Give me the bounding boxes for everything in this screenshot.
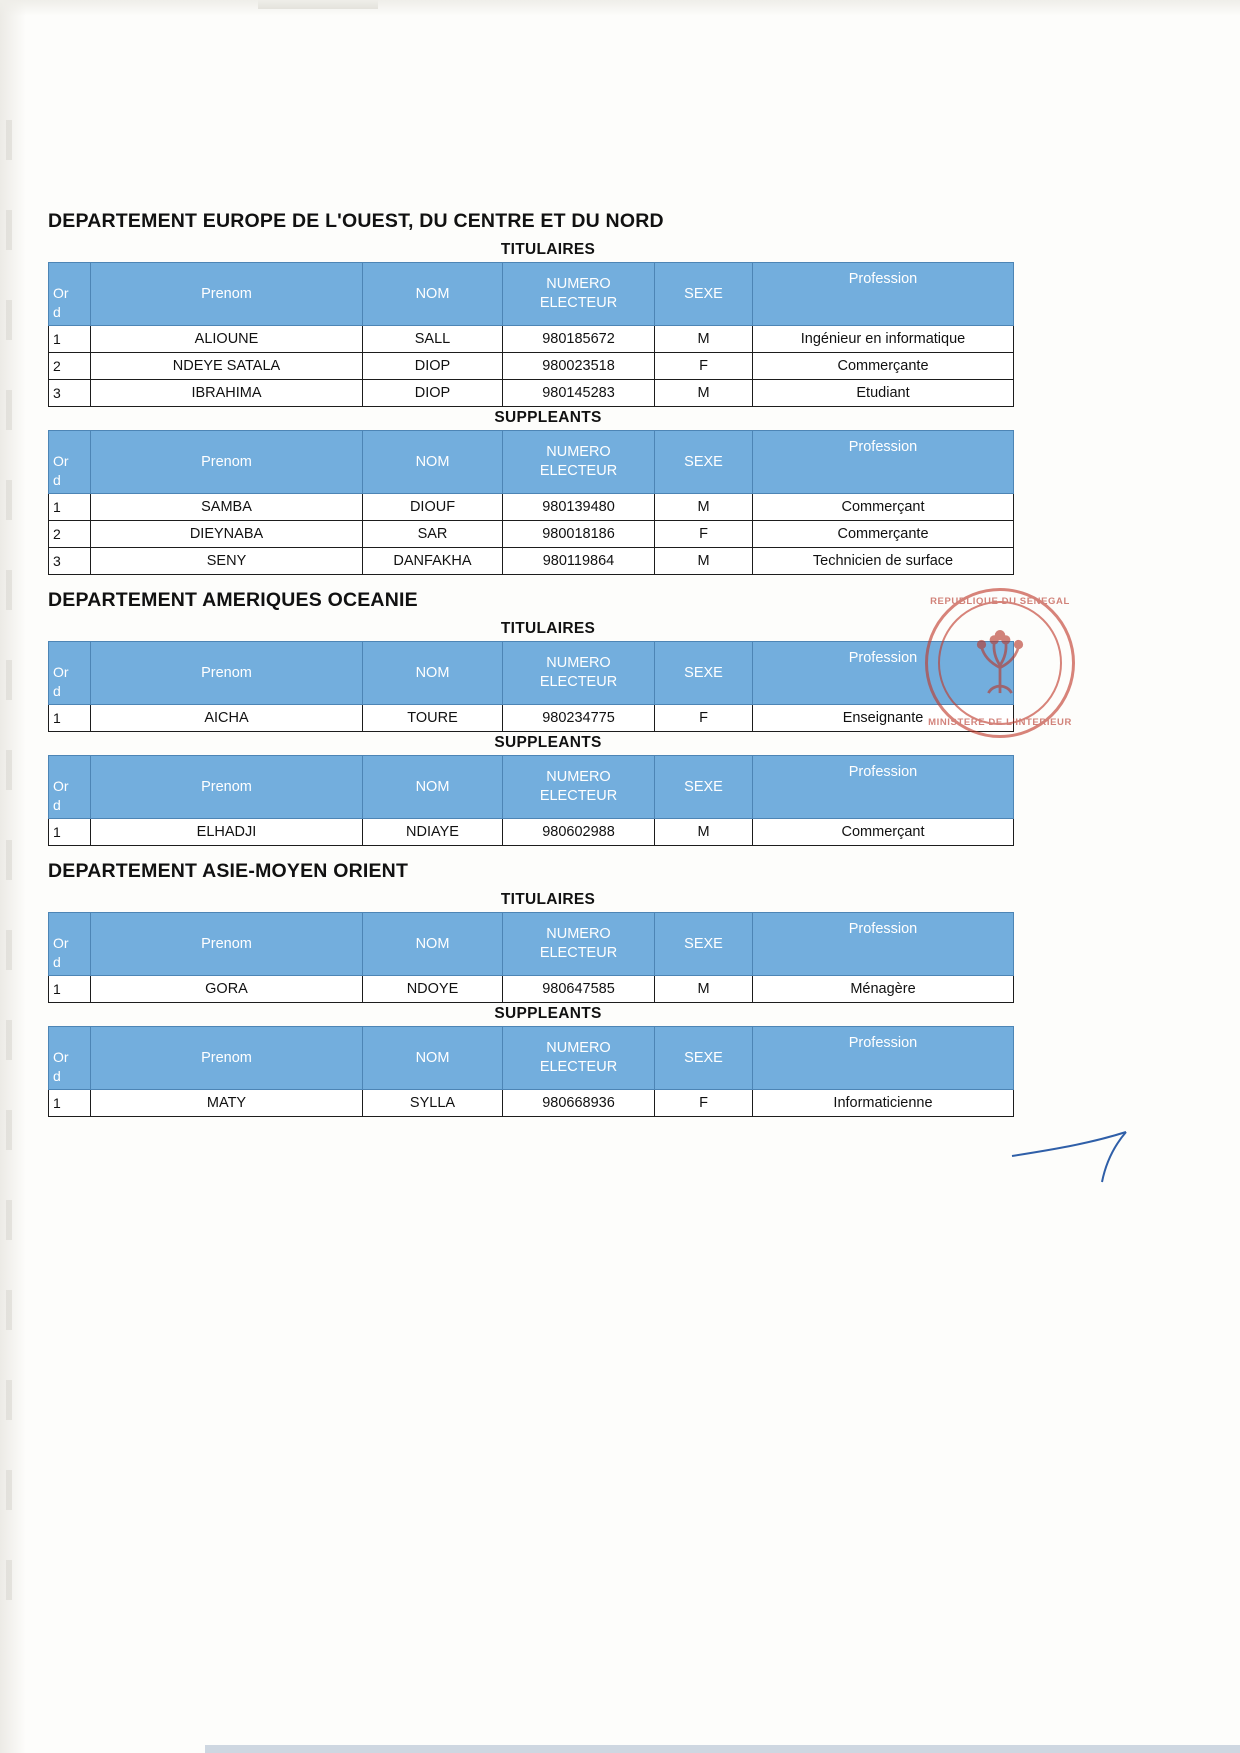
cell-profession: Commerçant (753, 494, 1014, 521)
department-title: DEPARTEMENT EUROPE DE L'OUEST, DU CENTRE ET DU NORD (48, 210, 664, 232)
table-row (49, 326, 1014, 353)
col-header-numero-electeur (503, 1027, 655, 1090)
col-header-sexe: SEXE (655, 1027, 753, 1090)
cell-nom: SALL (363, 326, 503, 353)
table-row (49, 705, 1014, 732)
cell-profession: Commerçant (753, 819, 1014, 846)
col-header-numero-line1: NUMERO (546, 769, 611, 785)
section-label-titulaires: TITULAIRES (500, 891, 596, 908)
cell-nom: DANFAKHA (363, 548, 503, 575)
col-header-numero-electeur (503, 431, 655, 494)
col-header-nom: NOM (363, 913, 503, 976)
cell-nom: NDOYE (363, 976, 503, 1003)
cell-profession: Technicien de surface (753, 548, 1014, 575)
cell-prenom: GORA (91, 976, 363, 1003)
cell-numero-electeur: 980018186 (503, 521, 655, 548)
cell-sexe: F (655, 521, 753, 548)
cell-nom: TOURE (363, 705, 503, 732)
col-header-nom: NOM (363, 263, 503, 326)
cell-profession: Enseignante (753, 705, 1014, 732)
table-row (49, 353, 1014, 380)
cell-sexe: M (655, 819, 753, 846)
col-header-prenom: Prenom (91, 913, 363, 976)
col-header-nom: NOM (363, 431, 503, 494)
section-label-suppleants: SUPPLEANTS (494, 734, 602, 751)
col-header-numero-electeur (503, 913, 655, 976)
section-label-titulaires: TITULAIRES (500, 620, 596, 637)
col-header-numero-line2: ELECTEUR (539, 295, 618, 311)
cell-sexe: M (655, 494, 753, 521)
cell-prenom: MATY (91, 1090, 363, 1117)
cell-ordre: 1 (49, 976, 91, 1003)
section-label-suppleants: SUPPLEANTS (494, 409, 602, 426)
department-title: DEPARTEMENT ASIE-MOYEN ORIENT (48, 860, 409, 882)
cell-sexe: F (655, 705, 753, 732)
stamp-top-text: REPUBLIQUE DU SENEGAL (930, 596, 1070, 607)
cell-numero-electeur: 980602988 (503, 819, 655, 846)
col-header-nom: NOM (363, 756, 503, 819)
col-header-numero-line1: NUMERO (546, 926, 611, 942)
col-header-ordre-line2: d (53, 954, 61, 970)
section-label-suppleants: SUPPLEANTS (494, 1005, 602, 1022)
col-header-sexe: SEXE (655, 913, 753, 976)
table-header-row (49, 756, 1014, 819)
col-header-sexe: SEXE (655, 263, 753, 326)
col-header-ordre-line2: d (53, 683, 61, 699)
cell-ordre: 2 (49, 521, 91, 548)
cell-ordre: 1 (49, 819, 91, 846)
col-header-numero-electeur (503, 642, 655, 705)
col-header-prenom: Prenom (91, 642, 363, 705)
cell-ordre: 3 (49, 380, 91, 407)
cell-prenom: SAMBA (91, 494, 363, 521)
stamp-bottom-text: MINISTERE DE L'INTERIEUR (928, 717, 1072, 728)
col-header-numero-line2: ELECTEUR (539, 674, 618, 690)
col-header-sexe: SEXE (655, 756, 753, 819)
titulaires-table (48, 641, 1014, 732)
col-header-profession: Profession (753, 642, 1014, 705)
cell-numero-electeur: 980119864 (503, 548, 655, 575)
col-header-numero-line1: NUMERO (546, 276, 611, 292)
col-header-ordre (49, 913, 91, 976)
cell-nom: DIOP (363, 380, 503, 407)
col-header-numero-line1: NUMERO (546, 444, 611, 460)
table-row (49, 521, 1014, 548)
cell-prenom: DIEYNABA (91, 521, 363, 548)
col-header-prenom: Prenom (91, 1027, 363, 1090)
table-header-row (49, 263, 1014, 326)
cell-nom: DIOUF (363, 494, 503, 521)
cell-numero-electeur: 980023518 (503, 353, 655, 380)
col-header-sexe: SEXE (655, 642, 753, 705)
cell-prenom: ELHADJI (91, 819, 363, 846)
pen-flourish-mark (1010, 1120, 1130, 1200)
cell-numero-electeur: 980647585 (503, 976, 655, 1003)
col-header-numero-line2: ELECTEUR (539, 788, 618, 804)
table-header-row (49, 1027, 1014, 1090)
cell-nom: DIOP (363, 353, 503, 380)
col-header-profession: Profession (753, 263, 1014, 326)
col-header-ordre (49, 756, 91, 819)
cell-profession: Ménagère (753, 976, 1014, 1003)
col-header-ordre-line2: d (53, 1068, 61, 1084)
cell-sexe: F (655, 353, 753, 380)
table-row (49, 494, 1014, 521)
col-header-ordre-line1: Or (53, 285, 69, 301)
cell-sexe: M (655, 380, 753, 407)
col-header-ordre-line2: d (53, 472, 61, 488)
cell-profession: Etudiant (753, 380, 1014, 407)
col-header-ordre-line2: d (53, 797, 61, 813)
cell-nom: SAR (363, 521, 503, 548)
cell-profession: Informaticienne (753, 1090, 1014, 1117)
table-header-row (49, 913, 1014, 976)
col-header-nom: NOM (363, 642, 503, 705)
cell-numero-electeur: 980185672 (503, 326, 655, 353)
cell-ordre: 3 (49, 548, 91, 575)
cell-sexe: M (655, 548, 753, 575)
col-header-ordre-line1: Or (53, 778, 69, 794)
table-row (49, 976, 1014, 1003)
col-header-ordre-line1: Or (53, 664, 69, 680)
cell-nom: SYLLA (363, 1090, 503, 1117)
cell-numero-electeur: 980668936 (503, 1090, 655, 1117)
col-header-ordre (49, 642, 91, 705)
col-header-ordre-line1: Or (53, 1049, 69, 1065)
col-header-numero-line1: NUMERO (546, 1040, 611, 1056)
suppleants-table (48, 755, 1014, 846)
cell-ordre: 1 (49, 1090, 91, 1117)
col-header-profession: Profession (753, 1027, 1014, 1090)
cell-prenom: SENY (91, 548, 363, 575)
section-spacer (48, 575, 1048, 589)
col-header-numero-electeur (503, 756, 655, 819)
cell-prenom: IBRAHIMA (91, 380, 363, 407)
col-header-numero-line2: ELECTEUR (539, 463, 618, 479)
cell-numero-electeur: 980234775 (503, 705, 655, 732)
cell-profession: Ingénieur en informatique (753, 326, 1014, 353)
col-header-profession: Profession (753, 431, 1014, 494)
table-row (49, 548, 1014, 575)
col-header-profession: Profession (753, 913, 1014, 976)
cell-nom: NDIAYE (363, 819, 503, 846)
col-header-ordre (49, 1027, 91, 1090)
cell-prenom: NDEYE SATALA (91, 353, 363, 380)
cell-ordre: 1 (49, 494, 91, 521)
cell-prenom: AICHA (91, 705, 363, 732)
titulaires-table (48, 912, 1014, 1003)
col-header-numero-line2: ELECTEUR (539, 945, 618, 961)
cell-sexe: M (655, 326, 753, 353)
col-header-profession: Profession (753, 756, 1014, 819)
table-header-row (49, 642, 1014, 705)
section-spacer (48, 846, 1048, 860)
cell-numero-electeur: 980145283 (503, 380, 655, 407)
col-header-prenom: Prenom (91, 431, 363, 494)
col-header-prenom: Prenom (91, 756, 363, 819)
section-label-titulaires: TITULAIRES (500, 241, 596, 258)
cell-profession: Commerçante (753, 353, 1014, 380)
cell-sexe: M (655, 976, 753, 1003)
col-header-ordre (49, 263, 91, 326)
titulaires-table (48, 262, 1014, 407)
cell-numero-electeur: 980139480 (503, 494, 655, 521)
table-header-row (49, 431, 1014, 494)
suppleants-table (48, 430, 1014, 575)
scan-artifact-left-edge (6, 120, 12, 1620)
col-header-numero-line2: ELECTEUR (539, 1059, 618, 1075)
suppleants-table (48, 1026, 1014, 1117)
col-header-ordre-line2: d (53, 304, 61, 320)
col-header-ordre (49, 431, 91, 494)
document-body (48, 210, 1048, 1117)
scan-artifact-top (258, 0, 378, 9)
col-header-nom: NOM (363, 1027, 503, 1090)
col-header-numero-electeur (503, 263, 655, 326)
cell-prenom: ALIOUNE (91, 326, 363, 353)
col-header-ordre-line1: Or (53, 935, 69, 951)
col-header-ordre-line1: Or (53, 453, 69, 469)
table-row (49, 819, 1014, 846)
table-row (49, 380, 1014, 407)
col-header-numero-line1: NUMERO (546, 655, 611, 671)
cell-ordre: 2 (49, 353, 91, 380)
cell-ordre: 1 (49, 705, 91, 732)
table-row (49, 1090, 1014, 1117)
col-header-prenom: Prenom (91, 263, 363, 326)
scan-artifact-bottom (205, 1745, 1240, 1753)
department-title: DEPARTEMENT AMERIQUES OCEANIE (48, 589, 418, 611)
cell-profession: Commerçante (753, 521, 1014, 548)
col-header-sexe: SEXE (655, 431, 753, 494)
cell-ordre: 1 (49, 326, 91, 353)
cell-sexe: F (655, 1090, 753, 1117)
